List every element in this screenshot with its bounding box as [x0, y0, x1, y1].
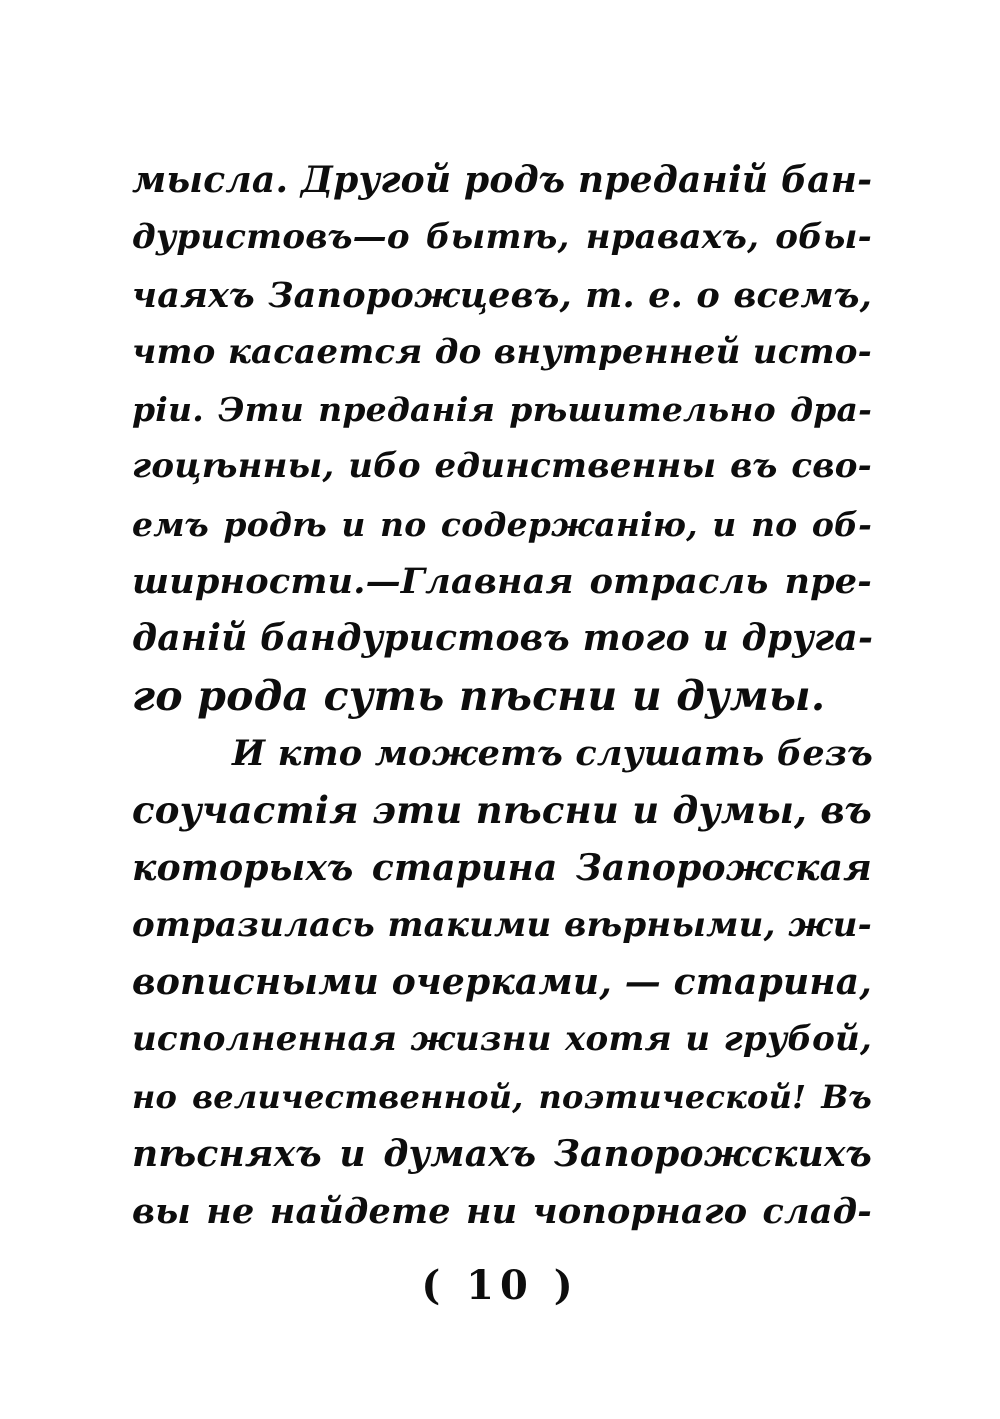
page-number: ( 10 ): [421, 1262, 579, 1309]
text-line: емъ родѣ и по содержанію, и по об-: [132, 504, 872, 544]
text-line: даній бандуристовъ того и друга-: [132, 617, 874, 660]
text-line: ріи. Эти преданія рѣшительно дра-: [132, 390, 872, 430]
text-line: соучастія эти пѣсни и думы, въ: [132, 788, 872, 833]
text-line: вы не найдете ни чопорнаго слад-: [132, 1191, 872, 1233]
text-line: мысла. Другой родъ преданій бан-: [132, 159, 873, 201]
text-line: но величественной, поэтической! Въ: [132, 1077, 872, 1116]
text-line: вописными очерками, — старина,: [132, 961, 873, 1004]
paragraph-end-line: го рода суть пѣсни и думы.: [132, 671, 826, 720]
text-line: гоцѣнны, ибо единственны въ сво-: [132, 446, 872, 487]
text-line: чаяхъ Запорожцевъ, т. е. о всемъ,: [132, 274, 872, 316]
text-line: ширности.—Главная отрасль пре-: [132, 561, 872, 603]
paragraph-start-line: И кто можетъ слушать безъ: [232, 732, 873, 774]
text-line: пѣсняхъ и думахъ Запорожскихъ: [132, 1133, 872, 1176]
text-line: дуристовъ—о бытѣ, нравахъ, обы-: [132, 217, 872, 258]
text-line: которыхъ старина Запорожская: [132, 846, 872, 889]
text-line: что касается до внутренней исто-: [132, 331, 872, 372]
body-text: [132, 152, 872, 1241]
text-line: исполненная жизни хотя и грубой,: [132, 1019, 872, 1060]
text-line: отразилась такими вѣрными, жи-: [132, 904, 872, 945]
